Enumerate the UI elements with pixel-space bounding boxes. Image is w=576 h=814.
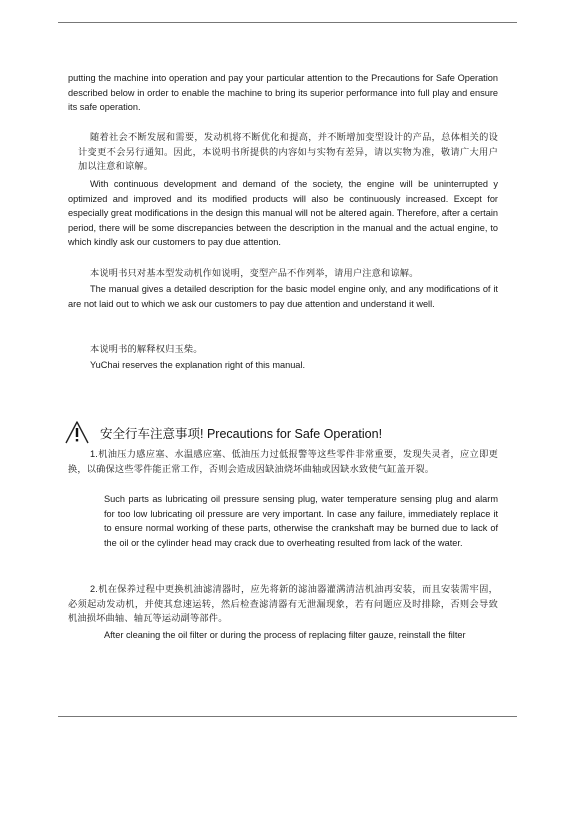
item-1-en: Such parts as lubricating oil pressure sensing plug, water temperature sensing plug and alarm for too low lubricating oil pressure are very important. In case any failure, immediately replace it to ensure normal working of these parts, otherwise the crankshaft may be burned due to lack of the oil or the cylinder head may crack due to overheating resulted from lack of the water. bbox=[104, 494, 498, 548]
intro-paragraph-en: putting the machine into operation and pay your particular attention to the Precautions for Safe Operation described below in order to enable the machine to bring its superior performance into full play and ensure its safe operation. bbox=[68, 73, 498, 113]
section-heading: 安全行车注意事项! Precautions for Safe Operation! bbox=[100, 427, 383, 441]
warning-icon bbox=[64, 420, 90, 444]
item-1-cn: 1.机油压力感应塞、水温感应塞、低油压力过低报警等这些零件非常重要，发现失灵者，应立即更换，以确保这些零件能正常工作，否则会造成因缺油烧坏曲轴或因缺水致使气缸盖开裂。 bbox=[68, 449, 498, 474]
explanation-right-paragraph-cn: 本说明书的解释权归玉柴。 bbox=[90, 344, 203, 354]
basic-model-paragraph-cn: 本说明书只对基本型发动机作如说明，变型产品不作列举，请用户注意和谅解。 bbox=[90, 268, 419, 278]
header-rule bbox=[58, 22, 517, 23]
development-paragraph-en: With continuous development and demand of the society, the engine will be uninterrupted y optimized and improved and its modified products will also be continuously increased. Except for especially great modifications in the design this manual will not be altered again. Therefore, after a certain period, there will be some discrepancies between the description in the manual and the actual engine, to which kindly ask our customers to pay due attention. bbox=[68, 179, 498, 248]
item-2-en: After cleaning the oil filter or during the process of replacing filter gauze, reinstall the filter bbox=[104, 630, 466, 640]
item-2-cn: 2.机在保养过程中更换机油滤清器时，应先将新的滤油器灌满清洁机油再安装，而且安装需牢固，必须起动发动机，并使其怠速运转，然后检查滤清器有无泄漏现象，若有问题应及时排除，否则会导致机油损坏曲轴、轴瓦等运动副等部件。 bbox=[68, 584, 498, 624]
explanation-right-paragraph-en: YuChai reserves the explanation right of this manual. bbox=[90, 360, 306, 370]
footer-rule bbox=[58, 716, 517, 717]
development-paragraph-cn: 随着社会不断发展和需要，发动机将不断优化和提高，并不断增加变型设计的产品，总体相关的设计变更不会另行通知。因此，本说明书所提供的内容如与实物有差异，请以实物为准，敬请广大用户加以注意和谅解。 bbox=[78, 132, 498, 172]
basic-model-paragraph-en: The manual gives a detailed description for the basic model engine only, and any modifications of it are not laid out to which we ask our customers to pay due attention and understand it well. bbox=[68, 284, 498, 309]
